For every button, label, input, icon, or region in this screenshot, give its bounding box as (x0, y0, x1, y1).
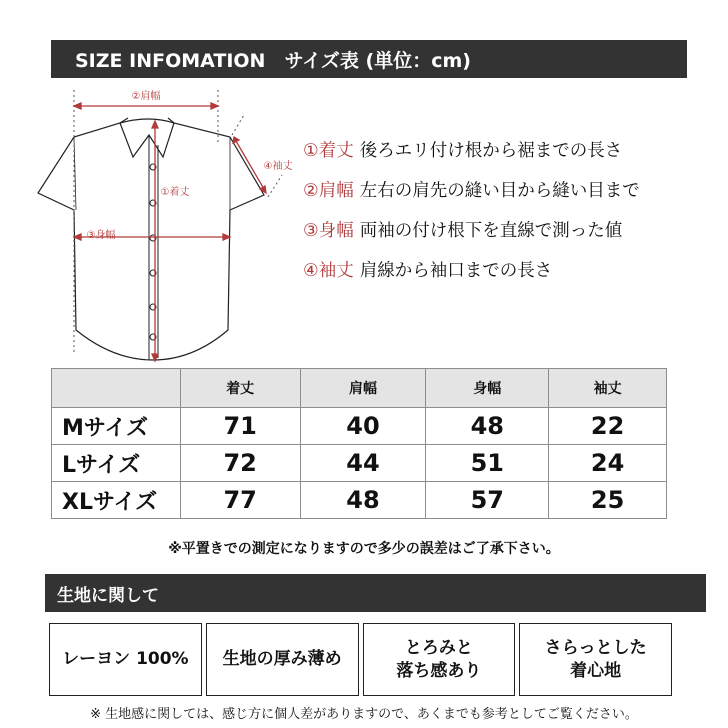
legend-desc: 後ろエリ付け根から裾までの長さ (359, 141, 623, 161)
table-row (52, 445, 667, 482)
size-info-title: SIZE INFOMATION サイズ表 (単位：cm) (75, 49, 471, 72)
table-cell: 25 (549, 482, 667, 519)
shirt-diagram (28, 85, 308, 375)
size-info-header (51, 40, 687, 78)
shoulder-label: ②肩幅 (131, 91, 161, 102)
measurement-note: ※平置きでの測定になりますので多少の誤差はご了承下さい。 (168, 541, 560, 557)
table-cell: 51 (426, 445, 549, 482)
size-name: Lサイズ (52, 445, 181, 482)
sleeve-arrow (236, 141, 264, 189)
size-name: Mサイズ (52, 408, 181, 445)
table-cell: 44 (300, 445, 426, 482)
legend-key: ②肩幅 (303, 181, 354, 201)
fabric-feature-box: さらっとした 着心地 (519, 623, 672, 696)
table-cell: 24 (549, 445, 667, 482)
table-cell: 48 (426, 408, 549, 445)
fabric-header (45, 574, 706, 612)
fabric-features (49, 623, 672, 696)
shirt-pocket (84, 177, 110, 203)
sleeve-label: ④袖丈 (263, 161, 293, 172)
fabric-feature-box: とろみと 落ち感あり (363, 623, 516, 696)
length-label: ①着丈 (160, 187, 190, 198)
size-table (51, 368, 667, 519)
table-cell: 71 (180, 408, 300, 445)
size-table-header-row (52, 369, 667, 408)
column-header: 着丈 (180, 369, 300, 408)
column-header: 袖丈 (549, 369, 667, 408)
legend-item (303, 177, 713, 217)
legend-desc: 左右の肩先の縫い目から縫い目まで (359, 181, 640, 201)
sleeve-guide-end (268, 175, 282, 197)
legend-key: ④袖丈 (303, 261, 354, 281)
column-header: 身幅 (426, 369, 549, 408)
size-table-corner (52, 369, 181, 408)
sleeve-guide (232, 115, 244, 135)
shirt-collar (120, 119, 174, 157)
table-row (52, 408, 667, 445)
table-cell: 57 (426, 482, 549, 519)
fabric-feature-box: 生地の厚み薄め (206, 623, 359, 696)
table-row (52, 482, 667, 519)
legend-key: ③身幅 (303, 221, 354, 241)
legend-item (303, 217, 713, 257)
column-header: 肩幅 (300, 369, 426, 408)
table-cell: 22 (549, 408, 667, 445)
body-label: ③身幅 (86, 230, 116, 241)
fabric-title: 生地に関して (57, 585, 159, 606)
size-name: XLサイズ (52, 482, 181, 519)
fabric-note: ※ 生地感に関しては、感じ方に個人差がありますので、あくまでも参考としてご覧ください。 (90, 707, 638, 722)
legend-item (303, 137, 713, 177)
legend-desc: 両袖の付け根下を直線で測った値 (359, 221, 623, 241)
table-cell: 40 (300, 408, 426, 445)
legend-key: ①着丈 (303, 141, 354, 161)
table-cell: 77 (180, 482, 300, 519)
measurement-legend (303, 137, 713, 297)
table-cell: 48 (300, 482, 426, 519)
sleeve-seam-left (74, 137, 76, 210)
legend-desc: 肩線から袖口までの長さ (359, 261, 553, 281)
table-cell: 72 (180, 445, 300, 482)
legend-item (303, 257, 713, 297)
fabric-feature-box: レーヨン 100% (49, 623, 202, 696)
